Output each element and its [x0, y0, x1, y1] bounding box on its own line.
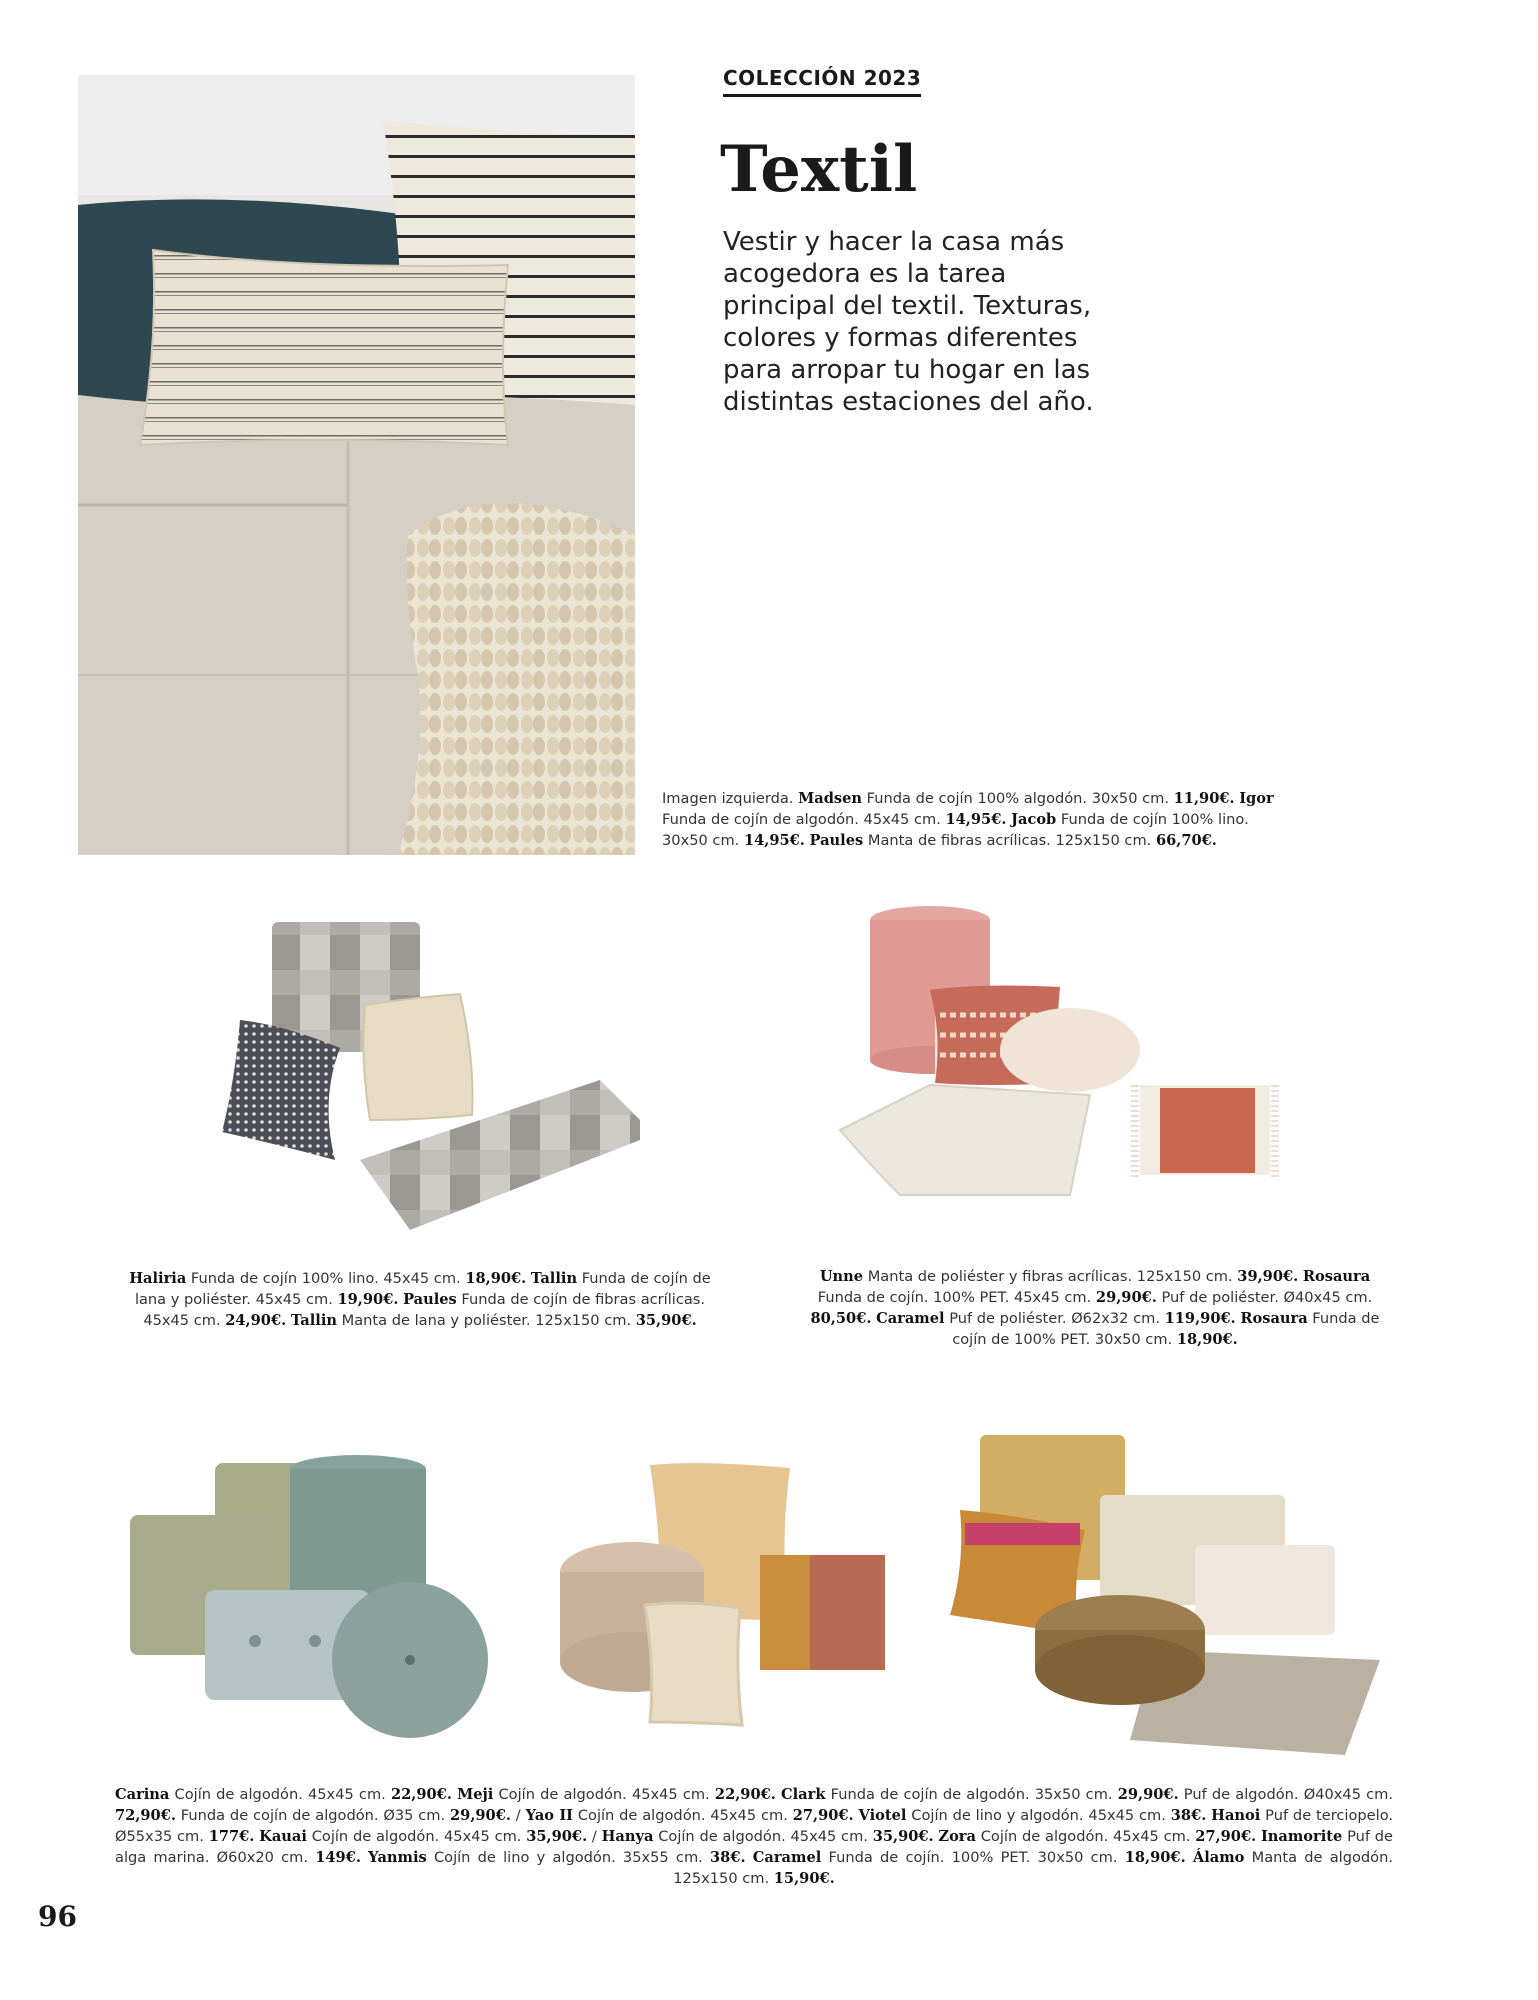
product-name: Zora [938, 1828, 976, 1845]
product-name: Caramel [752, 1849, 822, 1866]
caption-terracotta-set [805, 1266, 1385, 1350]
product-name: Tallin [530, 1270, 578, 1287]
product-name: Rosaura [1302, 1268, 1371, 1285]
intro-paragraph: Vestir y hacer la casa más acogedora es la tarea principal del textil. Texturas, colores y formas diferentes para arropar tu hogar en las distintas estaciones del año. [723, 227, 1094, 417]
product-name: 35,90€. [526, 1828, 588, 1845]
product-name: Jacob [1011, 811, 1057, 828]
product-name: 27,90€. [792, 1807, 854, 1824]
product-name: 15,90€. [773, 1870, 835, 1887]
product-name: 38€. [1170, 1807, 1207, 1824]
caption-terracotta-set-text: Unne Manta de poliéster y fibras acrílicas. 125x150 cm. 39,90€. Rosaura Funda de cojín. 100% PET. 45x45 cm. 29,90€. Puf de poliéster. Ø40x45 cm. 80,50€. Caramel Puf de poliéster. Ø62x32 cm. 119,90€. Rosaura Funda de cojín de 100% PET. 30x50 cm. 18,90€. [810, 1268, 1380, 1348]
product-name: 27,90€. [1195, 1828, 1257, 1845]
product-name: 29,90€. [1095, 1289, 1157, 1306]
product-name: Yanmis [368, 1849, 427, 1866]
product-name: 119,90€. [1164, 1310, 1236, 1327]
product-name: Meji [457, 1786, 494, 1803]
product-photo-mustard-set [550, 1460, 900, 1740]
section-kicker: COLECCIÓN 2023 [723, 66, 921, 97]
product-name: Paules [809, 832, 864, 849]
product-name: 177€. [208, 1828, 255, 1845]
product-name: 14,95€. [945, 811, 1007, 828]
product-name: 80,50€. [810, 1310, 872, 1327]
product-name: Hanya [601, 1828, 654, 1845]
page-title: Textil [720, 132, 918, 207]
product-name: 72,90€. [115, 1807, 176, 1824]
product-name: 19,90€. [337, 1291, 399, 1308]
product-name: 11,90€. [1173, 790, 1235, 807]
product-name: Hanoi [1211, 1807, 1261, 1824]
product-name: Carina [115, 1786, 170, 1803]
product-name: 29,90€. [1117, 1786, 1179, 1803]
caption-hero [662, 788, 1282, 851]
product-name: 22,90€. [714, 1786, 776, 1803]
product-name: Tallin [290, 1312, 337, 1329]
product-name: Inamorite [1260, 1828, 1343, 1845]
product-photo-boho-set [930, 1435, 1400, 1755]
product-name: 39,90€. [1237, 1268, 1299, 1285]
product-name: Yao II [525, 1807, 573, 1824]
product-name: 22,90€. [390, 1786, 452, 1803]
product-photo-terracotta-set [830, 905, 1370, 1230]
page-number: 96 [38, 1900, 77, 1933]
product-name: Rosaura [1240, 1310, 1308, 1327]
product-name: Haliria [129, 1270, 187, 1287]
caption-grey-set [120, 1268, 720, 1331]
product-name: 14,95€. [743, 832, 805, 849]
product-name: Kauai [259, 1828, 307, 1845]
caption-bottom-sets-text: Carina Cojín de algodón. 45x45 cm. 22,90€. Meji Cojín de algodón. 45x45 cm. 22,90€. Clark Funda de cojín de algodón. 35x50 cm. 29,90€. Puf de algodón. Ø40x45 cm. 72,90€. Funda de cojín de algodón. Ø35 cm. 29,90€. / Yao II Cojín de algodón. 45x45 cm. 27,90€. Viotel Cojín de lino y algodón. 45x45 cm. 38€. Hanoi Puf de terciopelo. Ø55x35 cm. 177€. Kauai Cojín de algodón. 45x45 cm. 35,90€. / Hanya Cojín de algodón. 45x45 cm. 35,90€. Zora Cojín de algodón. 45x45 cm. 27,90€. Inamorite Puf de alga marina. Ø60x20 cm. 149€. Yanmis Cojín de lino y algodón. 35x55 cm. 38€. Caramel Funda de cojín. 100% PET. 30x50 cm. 18,90€. Álamo Manta de algodón. 125x150 cm. 15,90€. [115, 1786, 1394, 1887]
product-photo-green-set [130, 1455, 515, 1745]
product-name: 35,90€. [635, 1312, 697, 1329]
product-name: 149€. [315, 1849, 361, 1866]
product-name: 66,70€. [1155, 832, 1217, 849]
product-name: 29,90€. [450, 1807, 511, 1824]
product-name: Caramel [876, 1310, 945, 1327]
product-name: 38€. [710, 1849, 746, 1866]
product-name: Madsen [798, 790, 863, 807]
product-name: 18,90€. [1124, 1849, 1186, 1866]
product-name: Igor [1239, 790, 1274, 807]
caption-bottom-sets [115, 1784, 1393, 1889]
product-name: Viotel [858, 1807, 907, 1824]
product-name: 18,90€. [465, 1270, 527, 1287]
product-name: Álamo [1192, 1849, 1245, 1866]
product-name: Paules [403, 1291, 457, 1308]
product-name: 24,90€. [225, 1312, 287, 1329]
product-photo-grey-set [210, 910, 650, 1250]
hero-photo [78, 75, 635, 855]
caption-grey-set-text: Haliria Funda de cojín 100% lino. 45x45 cm. 18,90€. Tallin Funda de cojín de lana y poliéster. 45x45 cm. 19,90€. Paules Funda de cojín de fibras acrílicas. 45x45 cm. 24,90€. Tallin Manta de lana y poliéster. 125x150 cm. 35,90€. [129, 1270, 711, 1329]
product-name: 35,90€. [872, 1828, 934, 1845]
caption-hero-text: Imagen izquierda. Madsen Funda de cojín 100% algodón. 30x50 cm. 11,90€. Igor Funda de cojín de algodón. 45x45 cm. 14,95€. Jacob Funda de cojín 100% lino. 30x50 cm. 14,95€. Paules Manta de fibras acrílicas. 125x150 cm. 66,70€. [662, 790, 1274, 849]
product-name: Clark [781, 1786, 826, 1803]
product-name: 18,90€. [1176, 1331, 1238, 1348]
product-name: Unne [819, 1268, 864, 1285]
